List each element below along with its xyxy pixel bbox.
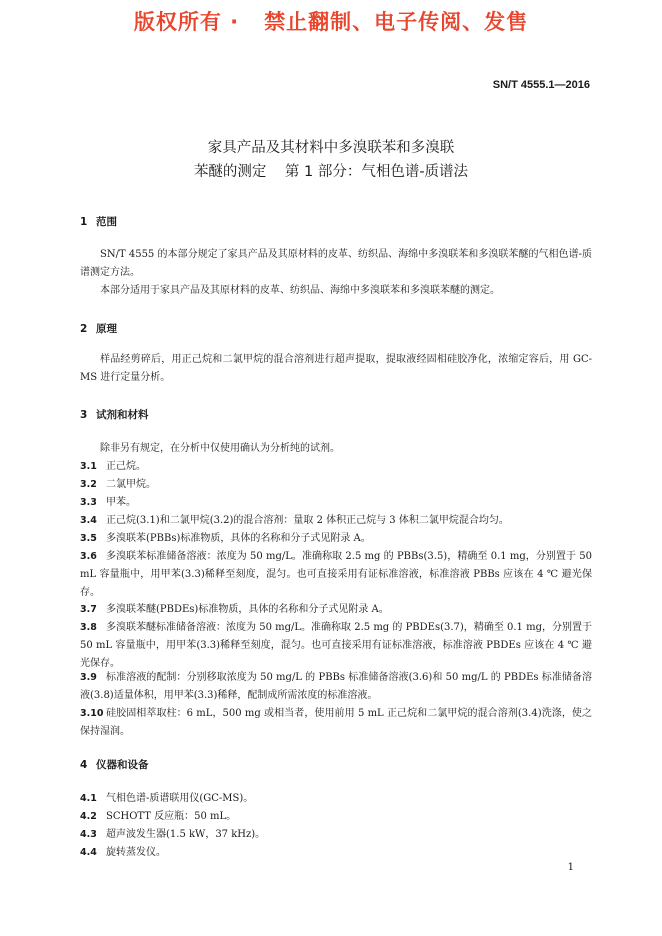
equipment-item [80, 808, 592, 826]
scope-paragraph-2: 本部分适用于家具产品及其原材料的皮革、纺织品、海绵中多溴联苯和多溴联苯醚的测定。 [100, 285, 500, 296]
item-text: SCHOTT 反应瓶：50 mL。 [106, 811, 237, 822]
item-number: 3.10 [80, 708, 104, 719]
item-number: 4.1 [80, 793, 97, 804]
item-text: 多溴联苯标准储备溶液：浓度为 50 mg/L。准确称取 2.5 mg 的 PBBs(3.5)，精确至 0.1 mg，分别置于 50 mL 容量瓶中，用甲苯(3.3)稀释至刻度，混匀。也可直接采用有证标准溶液，标准溶液 PBBs 应该在 4 ℃ 避光保存。 [80, 551, 592, 598]
item-text: 正己烷(3.1)和二氯甲烷(3.2)的混合溶剂：量取 2 体积正己烷与 3 体积二氯甲烷混合均匀。 [106, 515, 509, 526]
section-title: 原理 [96, 323, 117, 335]
item-number: 4.4 [80, 847, 97, 858]
item-number: 3.1 [80, 461, 97, 472]
section-number: 4 [80, 759, 88, 771]
reagent-item [80, 601, 592, 619]
item-text: 多溴联苯醚(PBDEs)标准物质，具体的名称和分子式见附录 A。 [106, 604, 389, 615]
reagent-item [80, 548, 592, 602]
item-number: 3.7 [80, 604, 97, 615]
equipment-item [80, 826, 592, 844]
item-number: 3.8 [80, 622, 97, 633]
item-number: 3.5 [80, 533, 97, 544]
standard-number: SN/T 4555.1—2016 [492, 79, 590, 91]
section-title: 范围 [96, 216, 117, 228]
reagent-item [80, 619, 592, 673]
section-number: 3 [80, 409, 88, 421]
item-text: 超声波发生器(1.5 kW，37 kHz)。 [106, 829, 266, 840]
reagent-item [80, 476, 592, 494]
item-number: 3.6 [80, 551, 97, 562]
item-number: 3.9 [80, 672, 97, 683]
item-text: 多溴联苯(PBBs)标准物质，具体的名称和分子式见附录 A。 [106, 533, 371, 544]
section-title: 仪器和设备 [96, 759, 149, 771]
item-number: 4.2 [80, 811, 97, 822]
item-text: 硅胶固相萃取柱：6 mL，500 mg 或相当者，使用前用 5 mL 正己烷和二氯甲烷的混合溶剂(3.4)洗涤，使之保持湿润。 [80, 708, 592, 737]
section-title: 试剂和材料 [96, 409, 149, 421]
equipment-item [80, 844, 592, 862]
section-number: 1 [80, 216, 88, 228]
copyright-watermark: 版权所有 · 禁止翻制、电子传阅、发售 [133, 10, 529, 34]
section-heading-principle [80, 321, 117, 336]
item-text: 二氯甲烷。 [106, 479, 156, 490]
section-heading-reagents [80, 407, 149, 422]
item-number: 4.3 [80, 829, 97, 840]
item-text: 气相色谱-质谱联用仪(GC-MS)。 [106, 793, 254, 804]
reagent-item [80, 494, 592, 512]
item-text: 旋转蒸发仪。 [106, 847, 166, 858]
reagents-intro: 除非另有规定，在分析中仅使用确认为分析纯的试剂。 [100, 443, 340, 454]
principle-paragraph: 样品经剪碎后，用正己烷和二氯甲烷的混合溶剂进行超声提取，提取液经固相硅胶净化，浓缩定容后，用 GC-MS 进行定量分析。 [80, 354, 592, 383]
item-number: 3.3 [80, 497, 97, 508]
reagent-item [80, 458, 592, 476]
item-number: 3.4 [80, 515, 97, 526]
reagent-item [80, 530, 592, 548]
reagent-item [80, 705, 592, 741]
section-heading-scope [80, 214, 117, 229]
equipment-item [80, 790, 592, 808]
scope-paragraph-1: SN/T 4555 的本部分规定了家具产品及其原材料的皮革、纺织品、海绵中多溴联苯和多溴联苯醚的气相色谱-质谱测定方法。 [80, 249, 592, 278]
item-text: 多溴联苯醚标准储备溶液：浓度为 50 mg/L。准确称取 2.5 mg 的 PBDEs(3.7)，精确至 0.1 mg，分别置于 50 mL 容量瓶中，用甲苯(3.3)稀释至刻度，混匀。也可直接采用有证标准溶液，标准溶液 PBDEs 应该在 4 ℃ 避光保存。 [80, 622, 592, 669]
item-number: 3.2 [80, 479, 97, 490]
item-text: 甲苯。 [106, 497, 136, 508]
document-title-line-1: 家具产品及其材料中多溴联苯和多溴联 [207, 140, 455, 156]
reagent-item [80, 512, 592, 530]
section-heading-equipment [80, 757, 149, 772]
section-number: 2 [80, 323, 88, 335]
reagent-item [80, 669, 592, 705]
page-number: 1 [567, 862, 574, 873]
item-text: 正己烷。 [106, 461, 146, 472]
item-text: 标准溶液的配制：分别移取浓度为 50 mg/L 的 PBBs 标准储备溶液(3.6)和 50 mg/L 的 PBDEs 标准储备溶液(3.8)适量体积，用甲苯(3.3)稀释，配制成所需浓度的标准溶液。 [80, 672, 592, 701]
document-title-line-2: 苯醚的测定 第 1 部分：气相色谱-质谱法 [193, 164, 469, 180]
